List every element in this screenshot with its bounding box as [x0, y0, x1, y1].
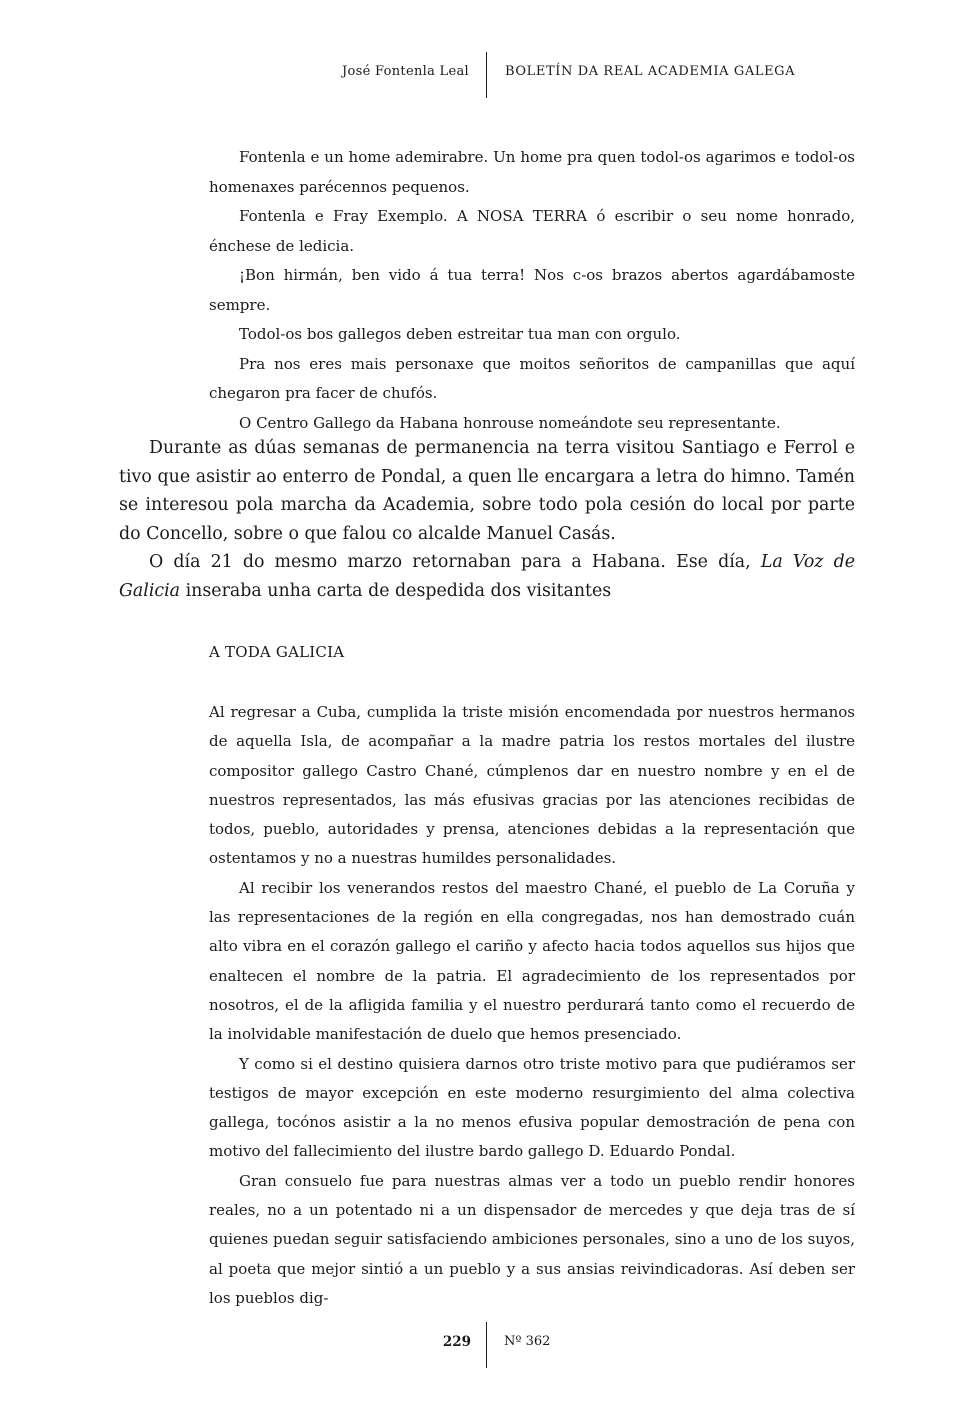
page-footer	[0, 1322, 975, 1368]
quote-paragraph: Fontenla e Fray Exemplo. A NOSA TERRA ó escribir o seu nome honrado, énchese de ledicia.	[209, 207, 855, 255]
body-text-run: O día 21 do mesmo marzo retornaban para a Habana. Ese día,	[149, 552, 761, 573]
header-divider	[486, 52, 487, 98]
letter-paragraph: Y como si el destino quisiera darnos otro triste motivo para que pudiéramos ser testigos de mayor excepción en este moderno resurgimiento del alma colectiva gallega, tocónos asistir a la no menos efusiva popular demostración de pena con motivo del fallecimiento del ilustre bardo gallego D. Eduardo Pondal.	[209, 1054, 855, 1161]
quote-paragraph: O Centro Gallego da Habana honrouse nomeándote seu representante.	[239, 413, 781, 432]
letter-paragraph: Al regresar a Cuba, cumplida la triste misión encomendada por nuestros hermanos de aquella Isla, de acompañar a la madre patria los restos mortales del ilustre compositor gallego Castro Chané, cúmplenos dar en nuestro nombre y en el de nuestros representados, las más efusivas gracias por las atenciones recibidas de todos, pueblo, autoridades y prensa, atenciones debidas a la representación que ostentamos y no a nuestras humildes personalidades.	[209, 703, 855, 868]
quote-paragraph: ¡Bon hirmán, ben vido á tua terra! Nos c-os brazos abertos agardábamoste sempre.	[209, 266, 855, 314]
body-text-run: inseraba unha carta de despedida dos visitantes	[180, 580, 612, 601]
quote-paragraph: Pra nos eres mais personaxe que moitos señoritos de campanillas que aquí chegaron pra facer de chufós.	[209, 354, 855, 402]
running-header	[0, 52, 975, 98]
quoted-article-block	[209, 143, 855, 438]
header-journal-title: BOLETÍN DA REAL ACADEMIA GALEGA	[505, 64, 796, 79]
header-author: José Fontenla Leal	[341, 64, 469, 79]
letter-heading: A TODA GALICIA	[209, 643, 345, 661]
letter-block	[209, 698, 855, 1313]
body-paragraph	[119, 548, 855, 605]
quote-paragraph: Fontenla e un home ademirabre. Un home pra quen todol-os agarimos e todol-os homenaxes parécennos pequenos.	[209, 148, 855, 196]
body-paragraph: Durante as dúas semanas de permanencia na terra visitou Santiago e Ferrol e tivo que asistir ao enterro de Pondal, a quen lle encargara a letra do himno. Tamén se interesou pola marcha da Academia, sobre todo pola cesión do local por parte do Concello, sobre o que falou co alcalde Manuel Casás.	[119, 438, 855, 544]
letter-paragraph: Al recibir los venerandos restos del maestro Chané, el pueblo de La Coruña y las representaciones de la región en ella congregadas, nos han demostrado cuán alto vibra en el corazón gallego el cariño y afecto hacia todos aquellos sus hijos que enaltecen el nombre de la patria. El agradecimiento de los representados por nosotros, el de la afligida familia y el nuestro perdurará tanto como el recuerdo de la inolvidable manifestación de duelo que hemos presenciado.	[209, 878, 855, 1044]
quote-paragraph: Todol-os bos gallegos deben estreitar tua man con orgulo.	[239, 325, 681, 343]
newspaper-title: La Voz de Galicia	[119, 552, 855, 601]
issue-number: Nº 362	[504, 1334, 551, 1349]
page-number: 229	[442, 1334, 471, 1350]
main-body-text	[119, 434, 855, 606]
footer-divider	[486, 1322, 487, 1368]
letter-paragraph: Gran consuelo fue para nuestras almas ver a todo un pueblo rendir honores reales, no a un potentado ni a un dispensador de mercedes y que deja tras de sí quienes puedan seguir satisfaciendo ambiciones personales, sino a uno de los suyos, al poeta que mejor sintió a un pueblo y a sus ansias reivindicadoras. Así deben ser los pueblos dig-	[209, 1171, 855, 1307]
